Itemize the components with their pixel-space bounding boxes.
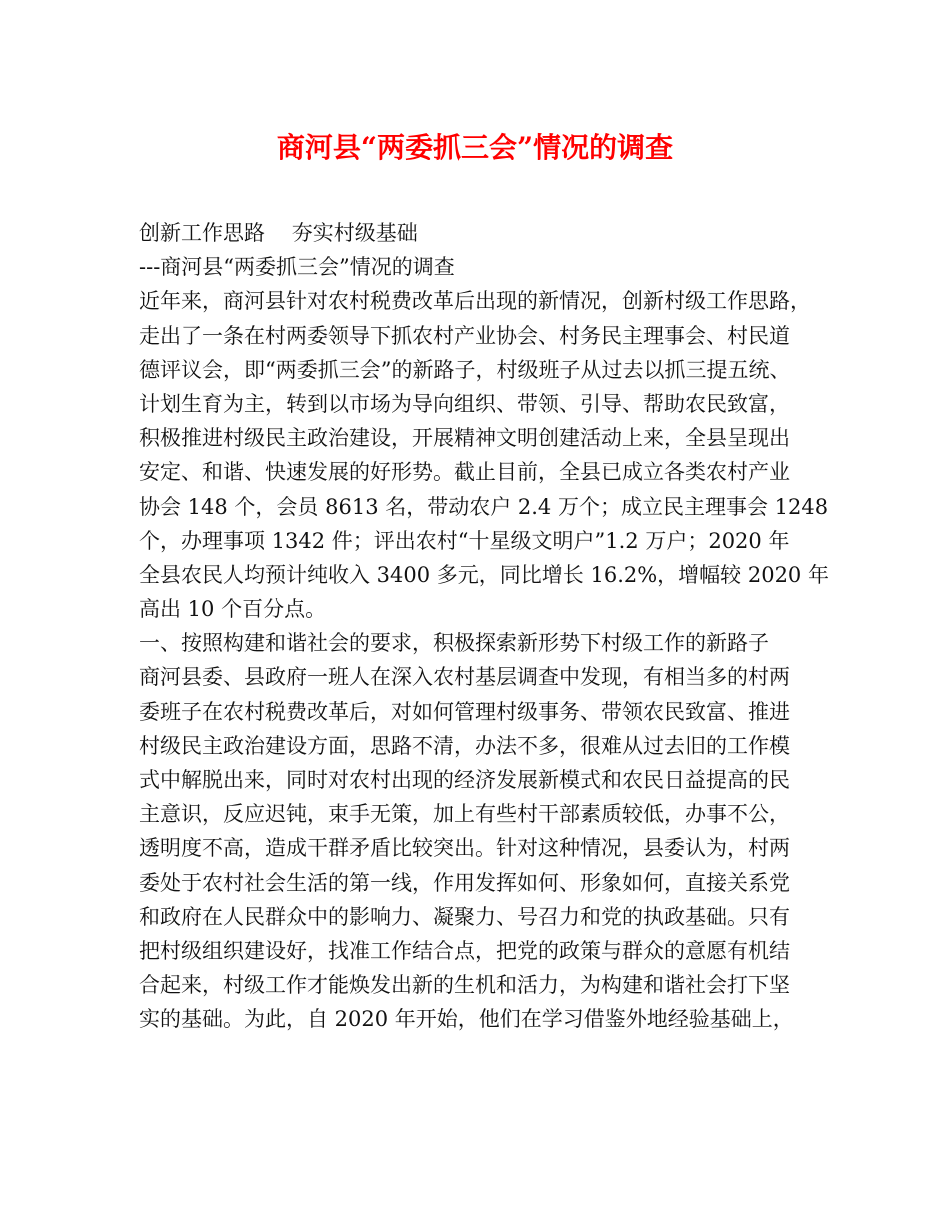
body-line: 和政府在人民群众中的影响力、凝聚力、号召力和党的执政基础。只有 — [139, 904, 790, 929]
body-line: 商河县委、县政府一班人在深入农村基层调查中发现，有相当多的村两 — [139, 665, 790, 690]
document-body — [139, 216, 839, 1037]
body-line: 全县农民人均预计纯收入 3400 多元，同比增长 16.2%，增幅较 2020 年 — [139, 562, 829, 587]
body-line: 透明度不高，造成干群矛盾比较突出。针对这种情况，县委认为，村两 — [139, 836, 790, 861]
body-line: 主意识，反应迟钝，束手无策，加上有些村干部素质较低，办事不公， — [139, 802, 790, 827]
body-line: 计划生育为主，转到以市场为导向组织、带领、引导、帮助农民致富， — [139, 391, 790, 416]
body-line: 村级民主政治建设方面，思路不清，办法不多，很难从过去旧的工作模 — [139, 733, 790, 758]
document-title: 商河县“两委抓三会”情况的调查 — [276, 131, 674, 164]
body-line: 委班子在农村税费改革后，对如何管理村级事务、带领农民致富、推进 — [139, 699, 790, 724]
body-line: ---商河县“两委抓三会”情况的调查 — [139, 255, 455, 280]
body-line: 实的基础。为此，自 2020 年开始，他们在学习借鉴外地经验基础上， — [139, 1007, 794, 1032]
body-line: 式中解脱出来，同时对农村出现的经济发展新模式和农民日益提高的民 — [139, 768, 790, 792]
body-line: 协会 148 个，会员 8613 名，带动农户 2.4 万个；成立民主理事会 1248 — [139, 494, 829, 519]
body-line: 走出了一条在村两委领导下抓农村产业协会、村务民主理事会、村民道 — [139, 323, 790, 348]
body-line: 委处于农村社会生活的第一线，作用发挥如何、形象如何，直接关系党 — [139, 870, 790, 895]
body-line: 积极推进村级民主政治建设，开展精神文明创建活动上来，全县呈现出 — [139, 426, 790, 451]
body-line: 近年来，商河县针对农村税费改革后出现的新情况，创新村级工作思路， — [139, 289, 811, 314]
body-line: 合起来，村级工作才能焕发出新的生机和活力，为构建和谐社会打下坚 — [139, 973, 790, 998]
body-line: 德评议会，即“两委抓三会”的新路子，村级班子从过去以抓三提五统、 — [139, 357, 791, 382]
section-heading: 一、按照构建和谐社会的要求，积极探索新形势下村级工作的新路子 — [139, 631, 769, 656]
body-line: 高出 10 个百分点。 — [139, 597, 327, 622]
body-line: 创新工作思路 夯实村级基础 — [139, 221, 418, 245]
body-line: 个，办理事项 1342 件；评出农村“十星级文明户”1.2 万户；2020 年 — [139, 528, 790, 553]
body-line: 安定、和谐、快速发展的好形势。截止目前，全县已成立各类农村产业 — [139, 460, 790, 485]
body-line: 把村级组织建设好，找准工作结合点，把党的政策与群众的意愿有机结 — [139, 938, 790, 963]
